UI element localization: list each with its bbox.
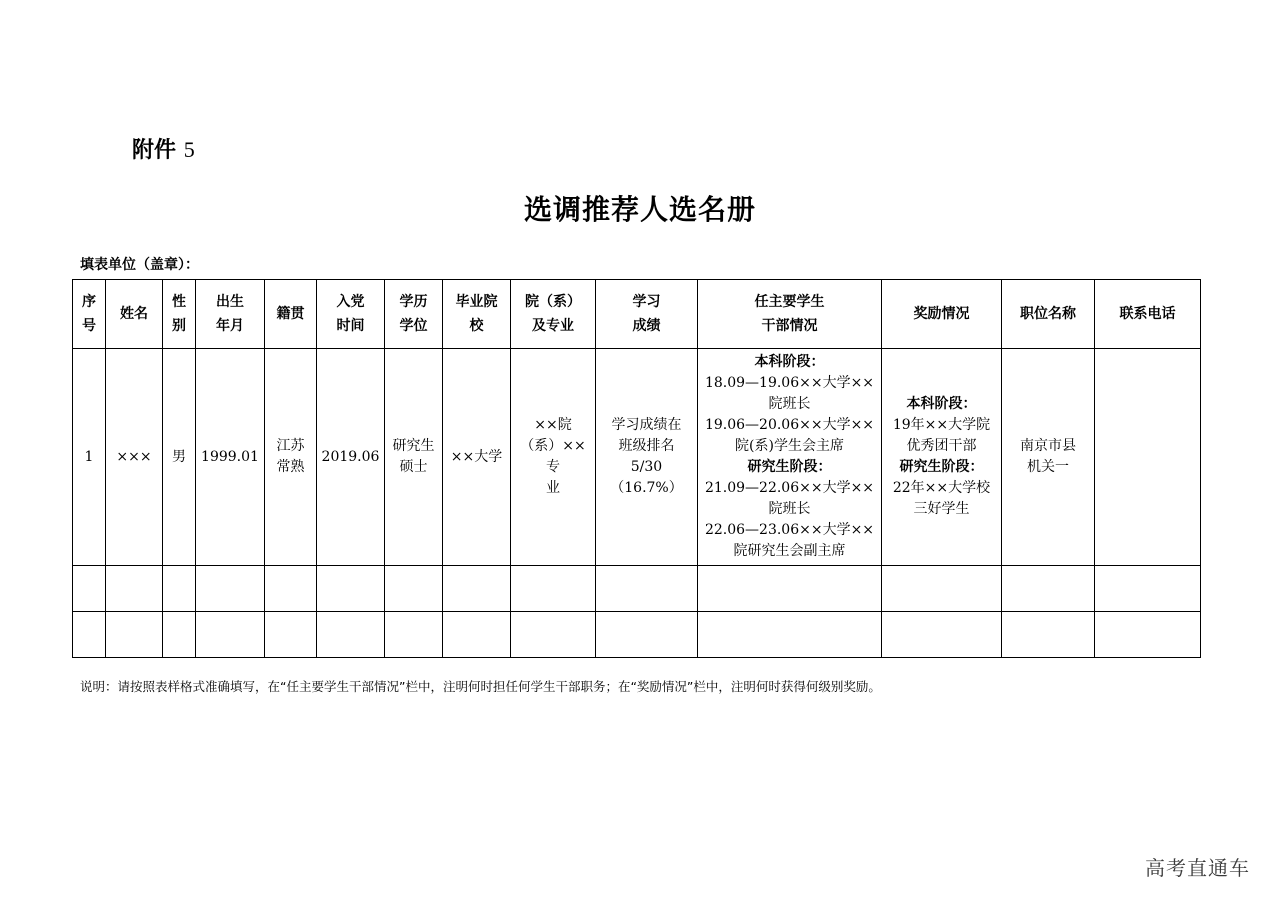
cell-gender: 男 (163, 349, 196, 566)
table-header-row (73, 280, 1201, 349)
cell-birth: 1999.01 (196, 349, 265, 566)
header-party: 入党 时间 (317, 280, 385, 349)
cell-school: ××大学 (443, 349, 511, 566)
table-row-empty (73, 566, 1201, 612)
header-grades: 学习 成绩 (596, 280, 698, 349)
document-title: 选调推荐人选名册 (523, 193, 756, 226)
cell-grades: 学习成绩在 班级排名 5/30 （16.7%） (596, 349, 698, 566)
header-degree: 学历 学位 (385, 280, 443, 349)
header-awards: 奖励情况 (882, 280, 1002, 349)
candidate-roster-table (72, 279, 1201, 658)
header-major: 院（系） 及专业 (511, 280, 596, 349)
cell-degree: 研究生 硕士 (385, 349, 443, 566)
header-origin: 籍贯 (265, 280, 317, 349)
cell-position: 南京市县 机关一 (1002, 349, 1095, 566)
attachment-number: 5 (183, 137, 195, 162)
attachment-text: 附件 (132, 138, 177, 163)
header-cadre: 任主要学生 干部情况 (698, 280, 882, 349)
header-school: 毕业院 校 (443, 280, 511, 349)
instruction-note: 说明：请按照表样格式准确填写，在“任主要学生干部情况”栏中，注明何时担任何学生干部职务；在“奖励情况”栏中，注明何时获得何级别奖励。 (80, 679, 881, 694)
header-gender: 性 别 (163, 280, 196, 349)
table-row (73, 349, 1201, 566)
table-row-empty (73, 612, 1201, 658)
header-birth: 出生 年月 (196, 280, 265, 349)
cell-origin: 江苏 常熟 (265, 349, 317, 566)
cell-cadre: 本科阶段： 18.09—19.06××大学×× 院班长 19.06—20.06××大学×× 院(系)学生会主席 研究生阶段： 21.09—22.06××大学×× 院班长 22.06—23.06××大学×× 院研究生会副主席 (698, 349, 882, 566)
header-seq: 序 号 (73, 280, 106, 349)
attachment-label (132, 133, 195, 164)
filling-unit-label: 填表单位（盖章）： (80, 257, 199, 273)
cell-awards: 本科阶段： 19年××大学院 优秀团干部 研究生阶段： 22年××大学校 三好学生 (882, 349, 1002, 566)
cell-phone (1095, 349, 1201, 566)
header-position: 职位名称 (1002, 280, 1095, 349)
header-phone: 联系电话 (1095, 280, 1201, 349)
watermark-text: 高考直通车 (1145, 856, 1250, 880)
cell-major: ××院 （系）××专 业 (511, 349, 596, 566)
header-name: 姓名 (106, 280, 163, 349)
cell-name: ××× (106, 349, 163, 566)
cell-party: 2019.06 (317, 349, 385, 566)
cell-seq: 1 (73, 349, 106, 566)
